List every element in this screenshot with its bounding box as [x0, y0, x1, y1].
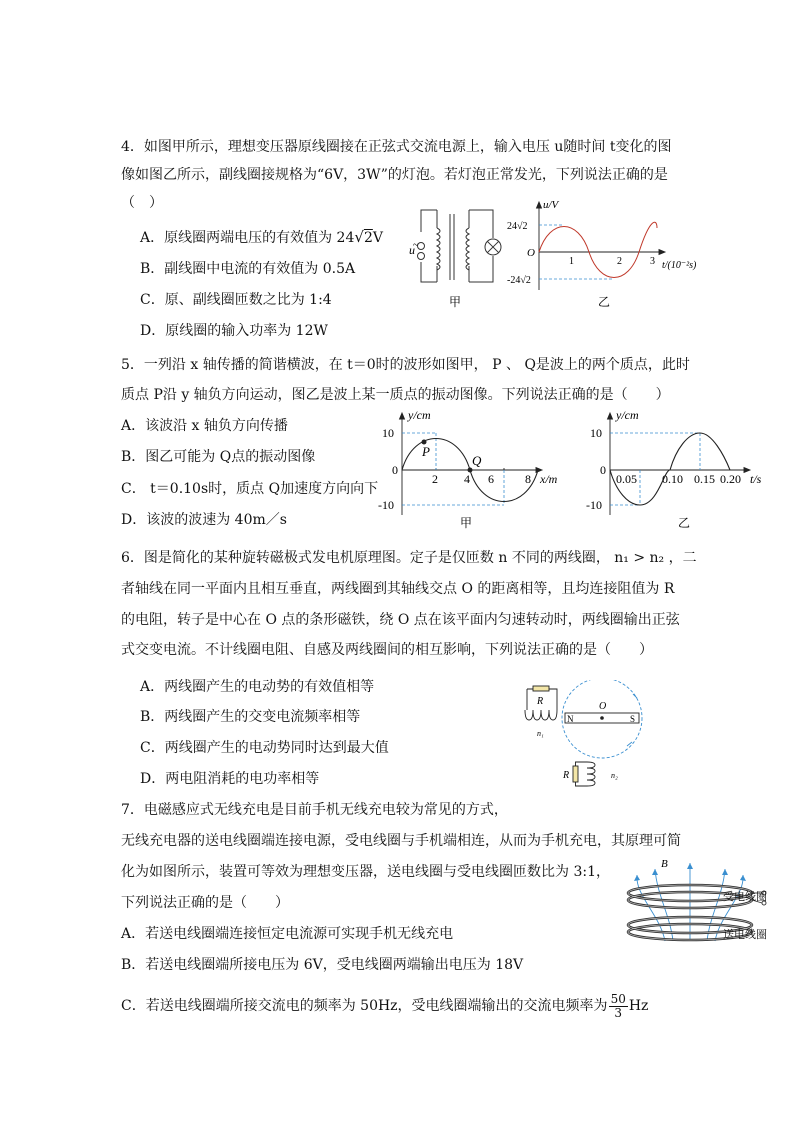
- q4-sine-curve: [539, 222, 657, 277]
- q4-option-b: B．副线圈中电流的有效值为 0.5A: [140, 261, 356, 277]
- q5-stem-line2: 质点 P沿 y 轴负方向运动，图乙是波上某一质点的振动图像。下列说法正确的是（ ）: [121, 387, 670, 403]
- q4-y-axis-label: u/V: [543, 199, 559, 211]
- q5-option-a: A．该波沿 x 轴负方向传播: [121, 418, 288, 434]
- q4-x-tick-3: 3: [650, 256, 655, 267]
- q6-n2-label: n₂: [611, 771, 618, 780]
- q7-stem-line2: 无线充电器的送电线圈端连接电源，受电线圈与手机端相连，从而为手机充电，其原理可简: [121, 833, 681, 849]
- q5-stem-line1: 5．一列沿 x 轴传播的简谐横波，在 t＝0时的波形如图甲， P 、 Q是波上的两个质点，此时: [121, 357, 690, 373]
- q4-option-c: C．原、副线圈匝数之比为 1:4: [140, 292, 332, 308]
- q5-yi-x-tick-015: 0.15: [694, 472, 715, 486]
- q5-yi-x-tick-020: 0.20: [720, 472, 741, 486]
- q5-yi-origin: 0: [600, 463, 606, 477]
- q6-option-a: A．两线圈产生的电动势的有效值相等: [140, 679, 375, 695]
- q4-figure-jia-caption: 甲: [449, 295, 462, 309]
- q6-resistor-top-label: R: [537, 696, 544, 707]
- q7-option-c: C．若送电线圈端所接交流电的频率为 50Hz，受电线圈端输出的交流电频率为 $\frac{50}{3}$ Hz: [121, 991, 649, 1020]
- q4-neg-peak-label: -24√2: [507, 275, 531, 286]
- q4-figure-yi-caption: 乙: [598, 295, 611, 309]
- q7-stem-line4: 下列说法正确的是（ ）: [121, 895, 289, 911]
- q5-option-c: C． t＝0.10s时，质点 Q加速度方向向下: [121, 481, 379, 497]
- q7-b-field-label: B: [661, 858, 668, 870]
- q7-send-coil-text: 送电线圈: [723, 928, 767, 941]
- q5-waveform-graph: [370, 405, 570, 530]
- q4-stem-line2: 像如图乙所示，副线圈接规格为“6V，3W”的灯泡。若灯泡正常发光，下列说法正确的是: [121, 167, 668, 183]
- q4-pos-peak-label: 24√2: [507, 221, 528, 232]
- q7-receive-coil-text: 受电线圈: [723, 890, 767, 903]
- q4-x-tick-1: 1: [569, 256, 574, 267]
- q5-yi-y-tick-pos: 10: [590, 426, 602, 440]
- q5-jia-x-tick-4: 4: [464, 472, 470, 486]
- q6-option-b: B．两线圈产生的交变电流频率相等: [140, 709, 361, 725]
- q5-yi-y-tick-neg: -10: [586, 498, 602, 512]
- q6-stem-line1: 6．图是简化的某种旋转磁极式发电机原理图。定子是仅匝数 n 不同的两线圈， n₁ > n₂ ，二: [121, 550, 697, 566]
- q5-jia-y-tick-neg: -10: [378, 498, 394, 512]
- q5-yi-x-tick-010: 0.10: [662, 472, 683, 486]
- q7-stem-line1: 7．电磁感应式无线充电是目前手机无线充电较为常见的方式，: [121, 802, 508, 818]
- q6-generator-figure: [515, 680, 665, 792]
- q5-jia-x-tick-8: 8: [525, 472, 531, 486]
- q6-magnet-n: N: [567, 714, 574, 724]
- q4-x-tick-2: 2: [617, 256, 622, 267]
- q5-jia-y-tick-pos: 10: [382, 426, 394, 440]
- q5-jia-y-axis-label: y/cm: [408, 408, 431, 422]
- q6-resistor-bottom-label: R: [563, 770, 570, 781]
- q4-option-d: D．原线圈的输入功率为 12W: [140, 323, 328, 339]
- q6-n1-label: n₁: [537, 729, 544, 738]
- q5-jia-origin: 0: [392, 463, 398, 477]
- q5-label-q: Q: [472, 453, 482, 468]
- q4-u-label: u: [409, 243, 415, 257]
- q4-transformer-figure: [405, 204, 505, 312]
- q7-option-b: B．若送电线圈端所接电压为 6V，受电线圈两端输出电压为 18V: [121, 957, 524, 973]
- q5-option-b: B．图乙可能为 Q点的振动图像: [121, 449, 316, 465]
- q5-yi-x-tick-005: 0.05: [616, 472, 637, 486]
- q6-option-c: C．两线圈产生的电动势同时达到最大值: [140, 740, 389, 756]
- q6-stem-line3: 的电阻，转子是中心在 O 点的条形磁铁，绕 O 点在该平面内匀速转动时，两线圈输出正弦: [121, 612, 680, 628]
- q5-yi-y-axis-label: y/cm: [616, 408, 639, 422]
- q4-x-axis-label: t/(10⁻²s): [662, 260, 697, 271]
- q4-option-a: A．原线圈两端电压的有效值为 24√2V: [140, 228, 383, 246]
- q5-option-d: D．该波的波速为 40m／s: [121, 512, 287, 528]
- q5-yi-x-axis-label: t/s: [750, 472, 762, 486]
- q5-jia-x-tick-6: 6: [488, 472, 494, 486]
- q4-voltage-graph: [505, 198, 705, 310]
- q4-stem-line1: 4．如图甲所示，理想变压器原线圈接在正弦式交流电源上，输入电压 u随时间 t变化的图: [121, 139, 672, 155]
- q6-option-d: D．两电阻消耗的电功率相等: [140, 771, 320, 787]
- q4-origin-label: O: [527, 247, 535, 259]
- q5-figure-jia-caption: 甲: [460, 516, 473, 530]
- q6-magnet-s: S: [630, 714, 636, 724]
- q5-jia-x-axis-label: x/m: [540, 472, 558, 486]
- q5-vibration-graph: [578, 405, 768, 530]
- q6-center-o: O: [599, 701, 607, 712]
- q7-option-a: A．若送电线圈端连接恒定电流源可实现手机无线充电: [121, 926, 454, 942]
- q4-answer-bracket: （ ）: [121, 195, 163, 211]
- q7-stem-line3: 化为如图所示，装置可等效为理想变压器，送电线圈与受电线圈匝数比为 3:1，: [121, 864, 610, 880]
- q5-vibration-curve: [610, 433, 730, 505]
- q5-label-p: P: [422, 444, 430, 459]
- q6-stem-line4: 式交变电流。不计线圈电阻、自感及两线圈间的相互影响，下列说法正确的是（ ）: [121, 642, 653, 658]
- q4-ac-symbol: ~: [413, 240, 419, 251]
- q5-figure-yi-caption: 乙: [678, 516, 691, 530]
- q5-jia-x-tick-2: 2: [432, 472, 438, 486]
- q6-stem-line2: 者轴线在同一平面内且相互垂直，两线圈到其轴线交点 O 的距离相等，且均连接阻值为 R: [121, 581, 675, 597]
